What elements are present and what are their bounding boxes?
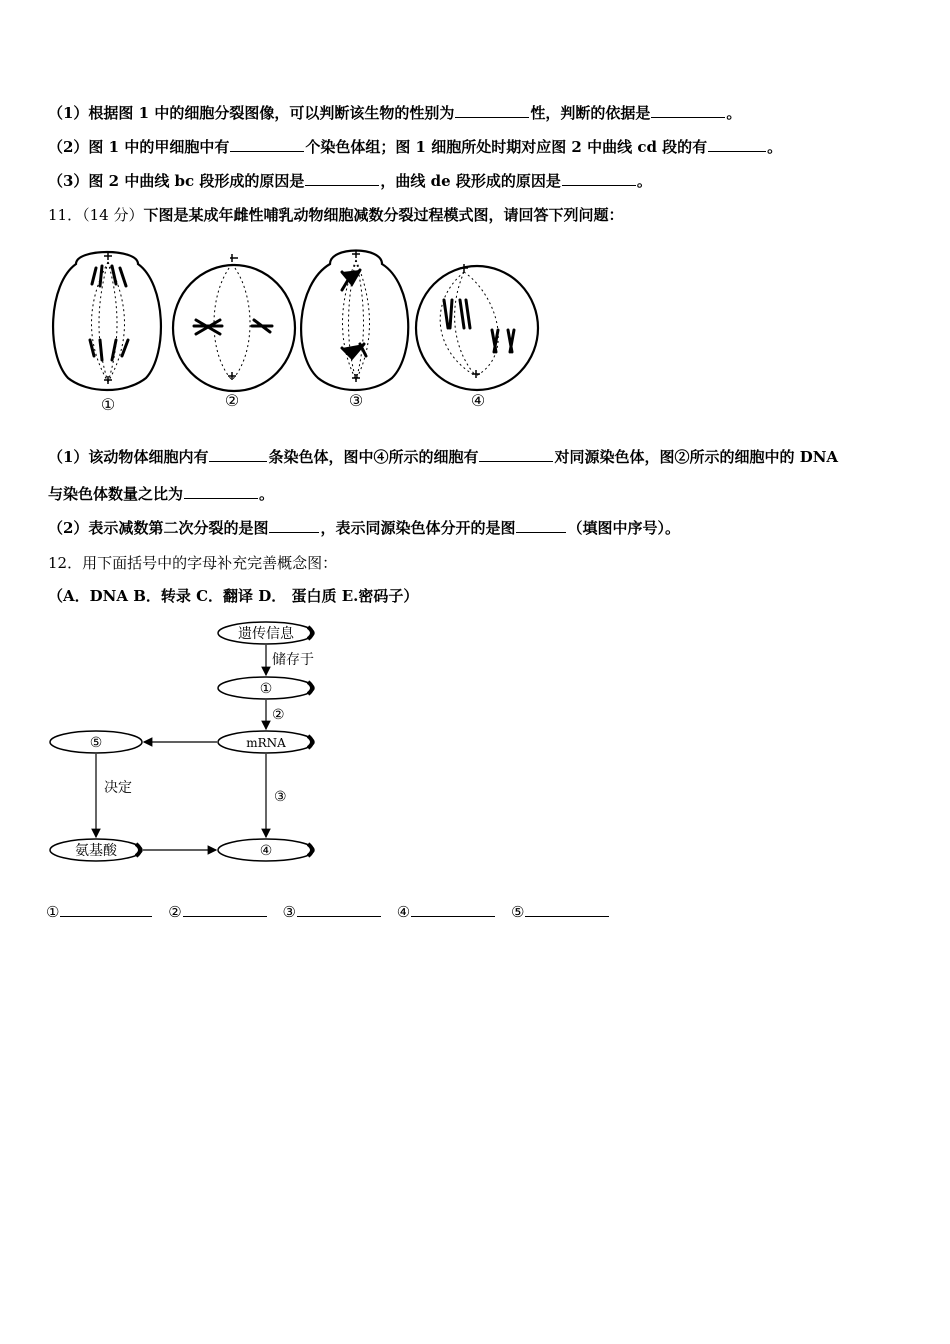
cell-label: ①	[100, 395, 116, 414]
q11-stem: 11．（14 分）下图是某成年雌性哺乳动物细胞减数分裂过程模式图，请回答下列问题：	[48, 206, 624, 224]
node-label: 遗传信息	[238, 626, 294, 642]
edge-label: ②	[272, 707, 285, 723]
answer-blank[interactable]	[455, 103, 529, 118]
q10-part2: （2）图 1 中的甲细胞中有 个染色体组；图 1 细胞所处时期对应图 2 中曲线 cd 段的有 。	[48, 138, 783, 156]
node-label: 氨基酸	[75, 843, 117, 859]
node-label: mRNA	[246, 736, 286, 750]
q11-part2: （2）表示减数第二次分裂的是图 ，表示同源染色体分开的是图 （填图中序号）。	[48, 519, 680, 537]
answer-blank[interactable]	[184, 484, 258, 499]
answer-blank[interactable]	[525, 902, 609, 917]
node-label: ⑤	[89, 735, 103, 751]
answer-blank[interactable]	[516, 518, 566, 533]
answer-blank[interactable]	[305, 171, 379, 186]
answer-blank[interactable]	[411, 902, 495, 917]
cell-label: ③	[348, 391, 364, 410]
answer-blank[interactable]	[562, 171, 636, 186]
meiosis-cells-figure	[46, 244, 546, 416]
q10-part3: （3）图 2 中曲线 bc 段形成的原因是 ，曲线 de 段形成的原因是 。	[48, 172, 652, 190]
answer-blank[interactable]	[708, 137, 766, 152]
edge-label: ③	[274, 789, 287, 805]
node-label: ①	[259, 681, 273, 697]
answer-blank[interactable]	[209, 447, 267, 462]
answer-blank[interactable]	[230, 137, 304, 152]
answer-blank[interactable]	[60, 902, 152, 917]
cell-label: ②	[224, 391, 240, 410]
q12-stem: 12．用下面括号中的字母补充完善概念图：	[48, 554, 338, 572]
edge-label: 决定	[104, 780, 132, 796]
cell-2	[173, 265, 295, 391]
answer-blank[interactable]	[269, 518, 319, 533]
q12-answer-row: ① ② ③ ④ ⑤	[46, 902, 620, 921]
concept-map	[46, 618, 326, 870]
node-label: ④	[259, 843, 273, 859]
answer-blank[interactable]	[651, 103, 725, 118]
answer-blank[interactable]	[297, 902, 381, 917]
answer-blank[interactable]	[183, 902, 267, 917]
answer-blank[interactable]	[479, 447, 553, 462]
q10-part1: （1）根据图 1 中的细胞分裂图像，可以判断该生物的性别为 性，判断的依据是 。	[48, 104, 742, 122]
q12-options: （A．DNA B．转录 C．翻译 D． 蛋白质 E.密码子）	[48, 587, 419, 605]
q11-part1: （1）该动物体细胞内有 条染色体，图中④所示的细胞有 对同源染色体，图②所示的细胞中的 DNA	[48, 448, 839, 466]
cell-4	[416, 266, 538, 390]
edge-label: 储存于	[272, 652, 314, 668]
q11-part1-cont: 与染色体数量之比为 。	[48, 485, 275, 503]
cell-label: ④	[470, 391, 486, 410]
cell-1	[53, 252, 161, 390]
